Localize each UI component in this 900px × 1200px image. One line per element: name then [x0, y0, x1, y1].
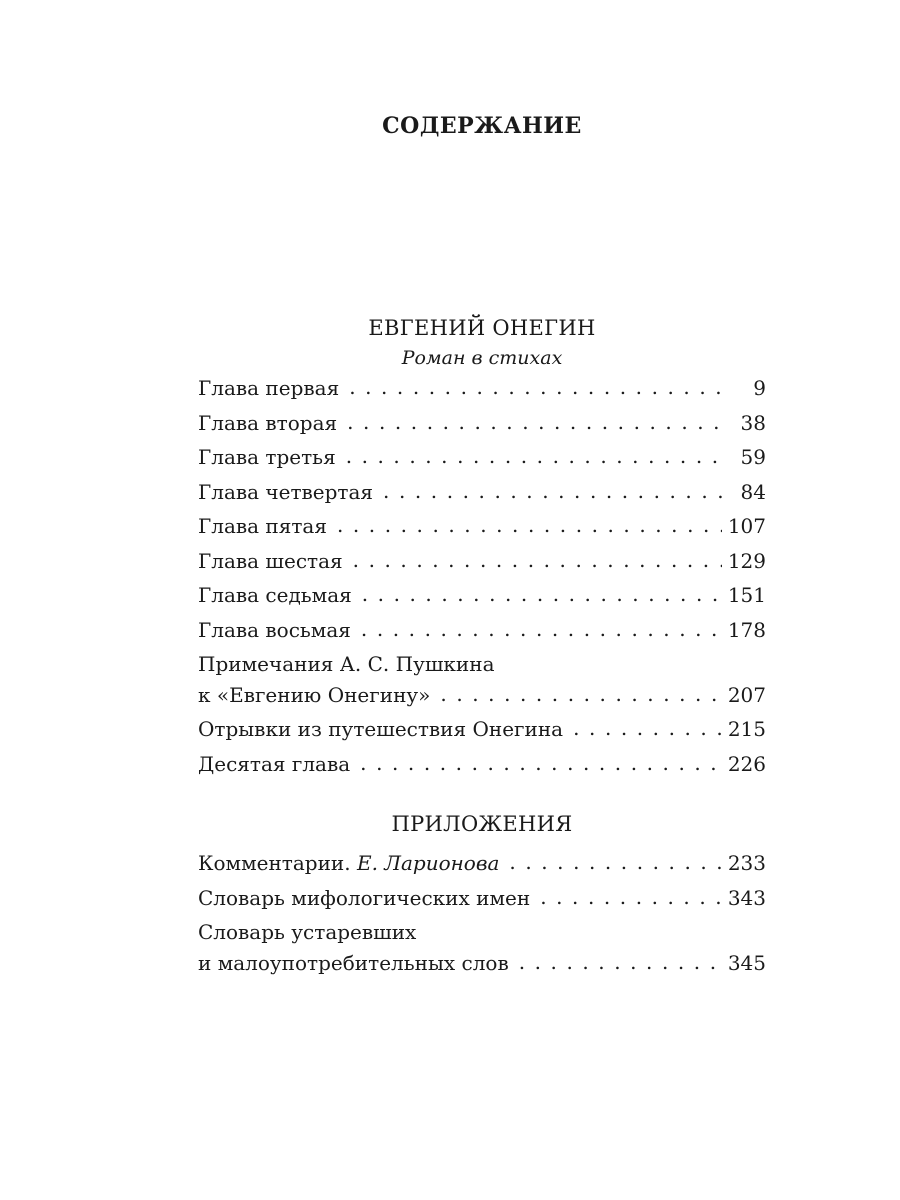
toc-entry-page: 178: [727, 617, 766, 642]
toc-entry-label: Глава четвертая: [198, 479, 374, 504]
toc-entry-label-line2: и малоупотребительных слов: [198, 951, 509, 975]
toc-entry[interactable]: [198, 373, 766, 408]
toc-entry-page: 107: [727, 514, 766, 538]
toc-entry-author: Е. Ларионова: [356, 851, 500, 875]
toc-entry-page: 343: [727, 885, 766, 910]
toc-list-onegin: [198, 373, 766, 783]
dot-leader: [519, 947, 722, 978]
toc-entry-page: 345: [727, 951, 766, 975]
toc-entry-page: 151: [727, 583, 766, 607]
dot-leader: [540, 882, 722, 913]
toc-entry-label: Глава пятая: [198, 514, 327, 538]
toc-entry[interactable]: [198, 883, 766, 918]
toc-entry-label-line2: к «Евгению Онегину»: [198, 683, 431, 707]
dot-leader: [346, 441, 724, 472]
toc-entry-label: Словарь мифологических имен: [198, 885, 531, 910]
toc-entry[interactable]: [198, 615, 766, 650]
toc-entry[interactable]: [198, 477, 766, 512]
toc-entry-label: Отрывки из путешествия Онегина: [198, 717, 564, 741]
toc-entry-label-line1: Словарь устаревших: [198, 920, 417, 944]
toc-entry[interactable]: [198, 749, 766, 784]
toc-entry-label: Десятая глава: [198, 751, 351, 776]
dot-leader: [362, 579, 722, 610]
toc-entry-label: Глава третья: [198, 445, 336, 469]
toc-entry-page: 38: [740, 410, 766, 435]
toc-entry-page: 207: [727, 683, 766, 707]
section-heading-onegin: ЕВГЕНИЙ ОНЕГИН: [368, 316, 596, 340]
toc-entry-label: [198, 848, 499, 879]
toc-entry[interactable]: [198, 714, 766, 749]
toc-entry-page: 233: [727, 851, 766, 875]
toc-entry-page: 215: [727, 717, 766, 741]
toc-entry-label: Глава первая: [198, 376, 340, 400]
dot-leader: [440, 679, 721, 710]
toc-entry-title: Комментарии.: [198, 851, 351, 875]
toc-entry[interactable]: [198, 511, 766, 546]
toc-entry[interactable]: [198, 408, 766, 443]
toc-entry-page: 59: [740, 445, 766, 469]
dot-leader: [349, 372, 724, 403]
toc-entry[interactable]: [198, 580, 766, 615]
toc-entry[interactable]: [198, 546, 766, 581]
toc-entry-page: 9: [753, 376, 766, 400]
dot-leader: [361, 614, 722, 645]
toc-entry[interactable]: [198, 649, 766, 714]
dot-leader: [347, 407, 724, 438]
toc-entry-page: 226: [727, 751, 766, 776]
toc-entry-page: 129: [727, 548, 766, 573]
dot-leader: [337, 510, 722, 541]
toc-entry[interactable]: [198, 442, 766, 477]
section-subtitle-onegin: Роман в стихах: [401, 347, 563, 369]
page-title: СОДЕРЖАНИЕ: [382, 113, 582, 139]
toc-entry-label: Глава шестая: [198, 548, 343, 573]
section-heading-appendices: ПРИЛОЖЕНИЯ: [391, 812, 573, 836]
toc-list-appendices: [198, 848, 766, 982]
toc-entry-label: Глава седьмая: [198, 583, 352, 607]
toc-entry-page: 84: [740, 479, 766, 504]
toc-entry[interactable]: [198, 917, 766, 982]
toc-entry[interactable]: [198, 848, 766, 883]
dot-leader: [353, 545, 722, 576]
toc-entry-label: Глава вторая: [198, 410, 338, 435]
dot-leader: [509, 847, 721, 878]
toc-entry-label: Глава восьмая: [198, 617, 351, 642]
dot-leader: [360, 748, 722, 779]
dot-leader: [573, 713, 722, 744]
dot-leader: [383, 476, 724, 507]
toc-entry-label-line1: Примечания А. С. Пушкина: [198, 652, 495, 676]
